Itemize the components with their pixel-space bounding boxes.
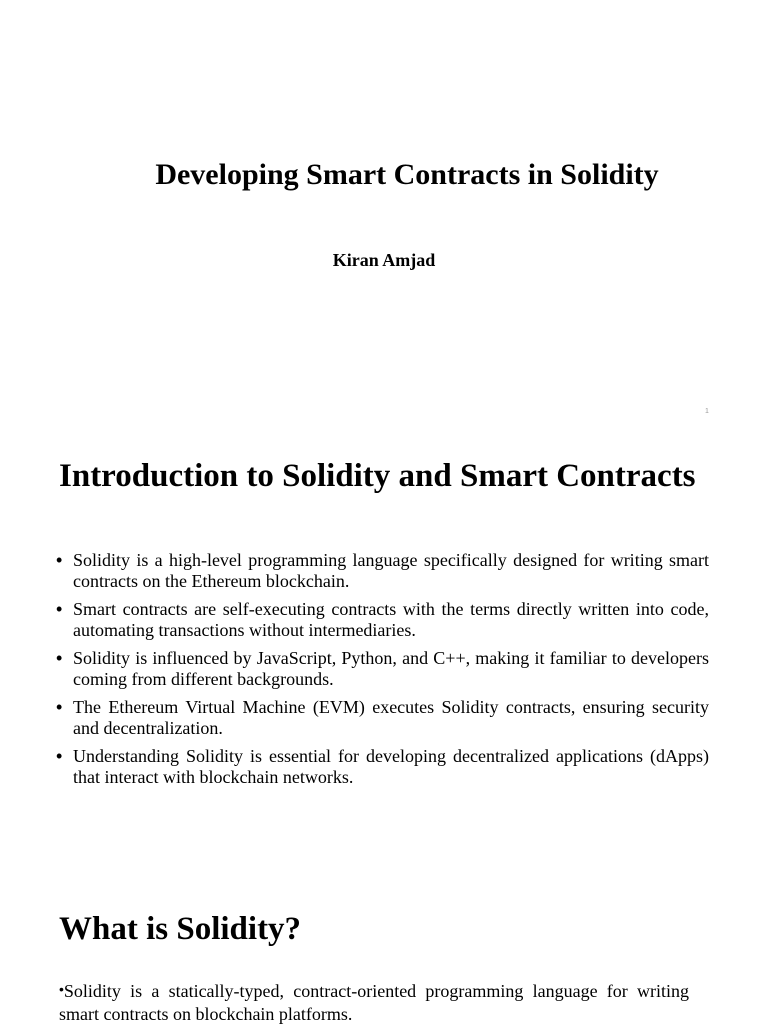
bullet-dot-icon: • bbox=[59, 981, 64, 997]
bullet-item bbox=[56, 697, 709, 739]
bullet-dot-icon: • bbox=[56, 599, 63, 619]
bullet-text: Solidity is influenced by JavaScript, Python, and C++, making it familiar to developers coming from different backgrounds. bbox=[73, 648, 709, 689]
bullet-text: Understanding Solidity is essential for developing decentralized applications (dApps) that interact with blockchain networks. bbox=[73, 746, 709, 787]
slide-3-paragraph bbox=[59, 978, 689, 1024]
slide-2-title: Introduction to Solidity and Smart Contracts bbox=[59, 458, 696, 494]
bullet-text: The Ethereum Virtual Machine (EVM) executes Solidity contracts, ensuring security and decentralization. bbox=[73, 697, 709, 738]
bullet-item bbox=[56, 648, 709, 690]
slide-2-bullet-list bbox=[56, 550, 709, 795]
bullet-dot-icon: • bbox=[56, 746, 63, 766]
bullet-dot-icon: • bbox=[56, 648, 63, 668]
slide-3-title: What is Solidity? bbox=[59, 911, 302, 947]
bullet-item bbox=[56, 599, 709, 641]
bullet-item bbox=[56, 746, 709, 788]
bullet-item bbox=[56, 550, 709, 592]
bullet-dot-icon: • bbox=[56, 697, 63, 717]
bullet-dot-icon: • bbox=[56, 550, 63, 570]
bullet-text: Solidity is a high-level programming language specifically designed for writing smart contracts on the Ethereum blockchain. bbox=[73, 550, 709, 591]
paragraph-text: Solidity is a statically-typed, contract-oriented programming language for writing smart contracts on blockchain platforms. bbox=[59, 981, 689, 1024]
slide-1-title: Developing Smart Contracts in Solidity bbox=[155, 158, 659, 191]
bullet-text: Smart contracts are self-executing contracts with the terms directly written into code, automating transactions without intermediaries. bbox=[73, 599, 709, 640]
slide-1-page-number: 1 bbox=[705, 408, 709, 415]
slide-1-author: Kiran Amjad bbox=[332, 250, 436, 270]
